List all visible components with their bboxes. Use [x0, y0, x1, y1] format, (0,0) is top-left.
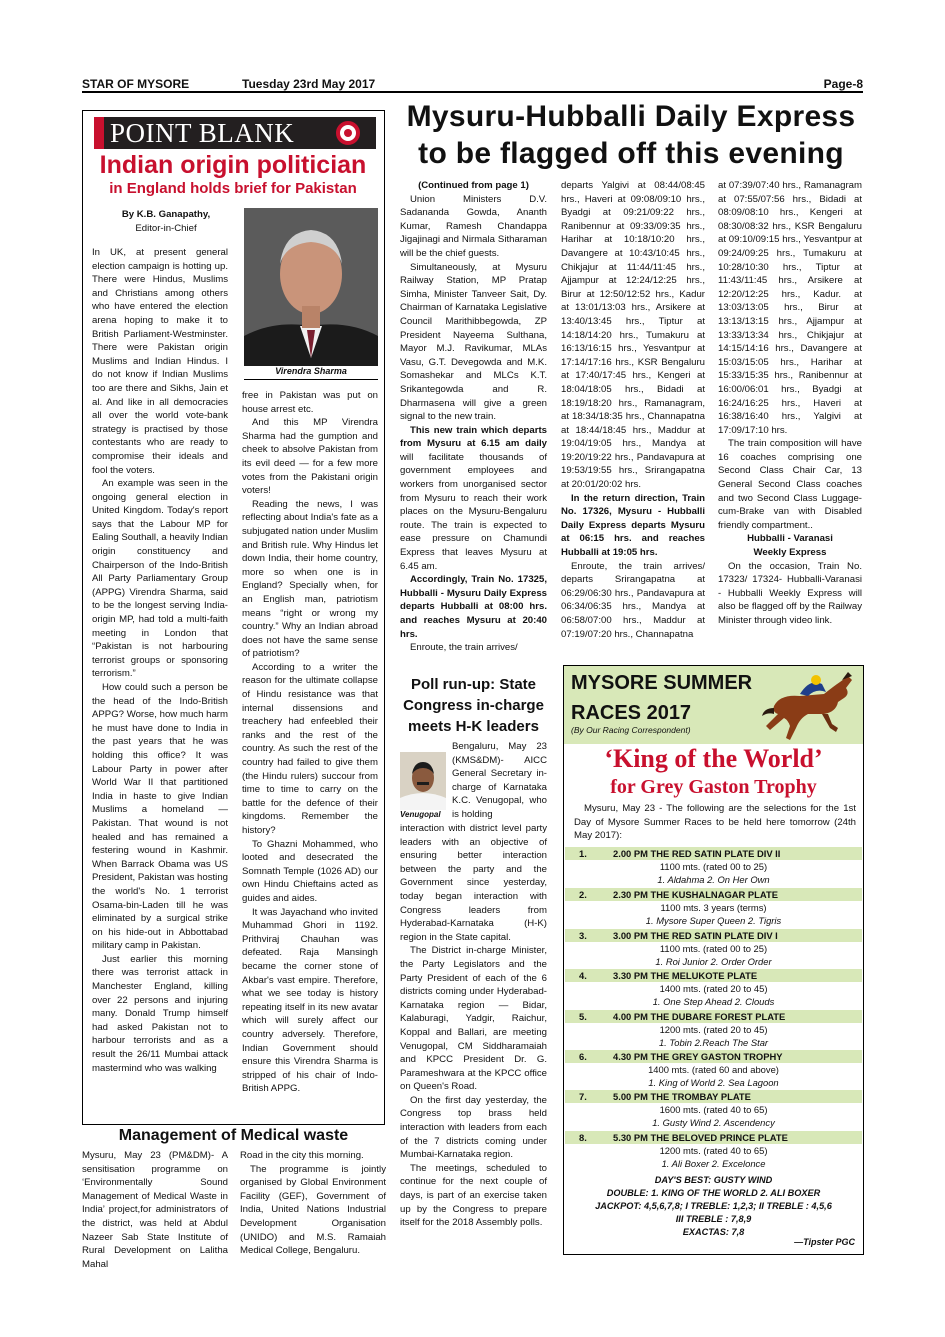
target-icon: [336, 121, 360, 145]
race-row: 8. 5.30 PM THE BELOVED PRINCE PLATE: [565, 1131, 862, 1144]
poll-body: [400, 822, 547, 1230]
continued-note: (Continued from page 1): [418, 180, 529, 191]
paragraph: The train composition will have 16 coaches comprising one Second Class Chair Car, 13 General Second Class coaches and two Second Class Luggage-cum-Brake van with Disabled friendly compartment..: [718, 438, 862, 531]
race-picks: 1. Aldahma 2. On Her Own: [657, 874, 770, 885]
express-col3: [718, 179, 862, 628]
racehorse-icon: [760, 668, 860, 742]
paragraph: Bengaluru, May 23 (KMS&DM)- AICC General Secretary in-charge of Karnataka K.C. Venugopal, who is holding: [452, 741, 547, 820]
races-intro: Mysuru, May 23 - The following are the selections for the 1st Day of Mysore Summer Races to be held here tomorrow (24th May 2017):: [574, 803, 856, 842]
venugopal-photo: [400, 752, 446, 810]
page-number: Page-8: [823, 77, 863, 91]
medical-waste-col2: [240, 1149, 386, 1258]
poll-headline: Poll run-up: State Congress in-charge meets H-K leaders: [403, 676, 544, 735]
poll-beside-photo: [452, 740, 547, 822]
express-col2: [561, 179, 705, 641]
paragraph: How could such a person be the head of the Indo-British APPG? Worse, how much harm he must have done to India in the past years that he was holding this office? It was Labour Party in power after World War II that partitioned India in haste to give Indian Muslims a homeland — Pakistan. That wound is not healed and has remained a festering wound in Kashmir. When Barrack Obama was US President, Pakistan was hosting the world's No. 1 terrorist Osama-bin-Laden till he was eliminated by a surgical strike on his hide-out in Abbottabad military camp in Pakistan.: [92, 682, 228, 952]
race-detail: 1400 mts. (rated 60 and above): [648, 1064, 779, 1075]
paragraph: interaction with district level party leaders with an objective of ensuring better interaction between the party and the Government since yesterday, today began interaction with Congress leaders from Hyderabad-Karnataka (H-K) region in the State capital.: [400, 823, 547, 943]
race-detail: 1200 mts. (rated 40 to 65): [659, 1145, 768, 1156]
paragraph: The District in-charge Minister, the Party Legislators and the Party President of each of the 6 districts coming under Hyderabad-Karnataka region — Bidar, Kalaburagi, Yadgir, Raichur, Koppal and Ballari, are meeting Venugopal, CM Siddharamaiah and KPCC President Dr. G. Parameshwara at the KPCC office on Queen's Road.: [400, 945, 547, 1093]
byline: By K.B. Ganapathy, Editor-in-Chief: [121, 209, 211, 234]
masthead: [82, 75, 863, 93]
race-picks: 1. Tobin 2.Reach The Star: [658, 1037, 769, 1048]
paragraph: Enroute, the train arrives/: [410, 642, 518, 654]
paper-name: STAR OF MYSORE: [82, 77, 190, 91]
race-picks: 1. Roi Junior 2. Order Order: [655, 956, 772, 967]
paragraph: According to a writer the reason for the ultimate collapse of Hindu resistance was that internal dissensions and treachery had enfeebled their ranks and the rest of the country. As such the rest of the country had failed to give them (the Hindu rulers) succour from time to time to carry on the battle for the defence of their kingdoms. Remember the history?: [242, 661, 378, 836]
race-detail: 1200 mts. (rated 20 to 45): [659, 1024, 768, 1035]
race-detail: 1100 mts. (rated 00 to 25): [659, 943, 768, 954]
races-headline: ‘King of the World’: [604, 744, 823, 773]
race-detail: 1100 mts. (rated 00 to 25): [659, 861, 768, 872]
subhead: Weekly Express: [753, 547, 827, 559]
race-detail: 1600 mts. (rated 40 to 65): [659, 1104, 768, 1115]
paragraph: In the return direction, Train No. 17326, Mysuru - Hubballi Daily Express departs Mysuru at 06:15 hrs. and reaches Hubballi at 19:05 hrs.: [561, 492, 705, 559]
race-row: 6. 4.30 PM THE GREY GASTON TROPHY: [565, 1050, 862, 1063]
tipster-signoff: —Tipster PGC: [794, 1237, 855, 1247]
paragraph: The meetings, scheduled to continue for the next couple of days, is part of an exercise taken up by the Congress to prepare itself for the 2018 Assembly polls.: [400, 1162, 547, 1229]
issue-date: Tuesday 23rd May 2017: [242, 77, 376, 91]
point-blank-col1: [92, 246, 228, 1075]
express-col1: [400, 179, 547, 655]
paragraph: In UK, at present general election campaign is hotting up. There were Hindus, Muslims and Christians among others who have entered the election arena hoping to make it to British Parliament-Westminster. There were Pakistan origin Muslims and Indian Hindus. I do not know if Indian Muslims too are there and Sikhs, Jain et al. And like in all democracies all over the world vote-bank strategy is practised by those contestants who are ready to compromise their ideals and fool the voters.: [92, 247, 228, 476]
paragraph: On the first day yesterday, the Congress top brass held interaction with leaders from each of the 7 districts coming under Mumbai-Karnataka region.: [400, 1094, 547, 1161]
race-detail: 1100 mts. 3 years (terms): [660, 902, 767, 913]
paragraph: Enroute, the train arrives/ departs Srirangapatna at 06:29/06:30 hrs., Pandavapura at 06:34/06:35 hrs., Mandya at 06:58/07:00 hrs., Maddur at 07:19/07:20 hrs., Channapatna: [561, 560, 705, 640]
paragraph: Mysuru, May 23 (PM&DM)- A sensitisation programme on ‘Environmentally Sound Management of Medical Waste in India’ project,for administrators of the district, was held at Abdul Nazeer Sab State Institute of Rural Development on Lalitha Mahal: [82, 1150, 228, 1270]
paragraph: departs Yalgivi at 08:44/08:45 hrs., Haveri at 09:08/09:10 hrs., Byadgi at 09:21/09:22 hrs., Ranibennur at 09:33/09:35 hrs., Harihar at 10:18/10:20 hrs., Davangere at 10:43/10:45 hrs., Chikjajur at 11:44/11:45 hrs., Ajjampur at 12:24/12:25 hrs., Birur at 12:50/12:52 hrs., Kadur at 13:01/13:03 hrs., Arsikere at 13:40/13:45 hrs., Tiptur at 14:18/14:20 hrs., Tumakuru at 16:13/16:15 hrs., Yesvantpur at 17:14/17:16 hrs., KSR Bengaluru at 17:40/17:45 hrs., Kengeri at 18:04/18:05 hrs., Bidadi at 18:19/18:20 hrs., Ramanagram, at 18:34/18:35 hrs., Channapatna at 18:44/18:45 hrs., Maddur at 19:04/19:05 hrs., Mandya at 19:20/19:22 hrs., Pandavapura at 19:53/19:55 hrs., Srirangapatna at 20:01/20:02 hrs.: [561, 180, 705, 491]
race-row: 5. 4.00 PM THE DUBARE FOREST PLATE: [565, 1010, 862, 1023]
paragraph: Union Ministers D.V. Sadananda Gowda, Ananth Kumar, Ramesh Chandappa Jigajinagi and Nirmala Sitharaman will be the chief guests.: [400, 193, 547, 259]
venugopal-caption: Venugopal: [400, 810, 441, 819]
paragraph: The programme is jointly organised by Global Environment Facility (GEF), Government of India, United Nations Industrial Development Organisation (UNIDO) and M.S. Ramaiah Medical College, Bengaluru.: [240, 1163, 386, 1257]
race-picks: 1. Gusty Wind 2. Ascendency: [652, 1117, 775, 1128]
race-picks: 1. Ali Boxer 2. Excelonce: [661, 1158, 766, 1169]
race-row: 3. 3.00 PM THE RED SATIN PLATE DIV I: [565, 929, 862, 942]
portrait-caption: Virendra Sharma: [244, 366, 378, 380]
paragraph: at 07:39/07:40 hrs., Ramanagram at 07:55/07:56 hrs., Bidadi at 08:09/08:10 hrs., Kengeri at 08:30/08:32 hrs., KSR Bengaluru at 09:10/09:15 hrs., Yesvantpur at 09:24/09:25 hrs., Tumakuru at 10:28/10:30 hrs., Tiptur at 11:43/11:45 hrs., Arsikere at 12:20/12:25 hrs., Kadur. at 13:03/13:05 hrs., Birur at 13:13/13:15 hrs., Ajjampur at 13:33/13:34 hrs., Chikjajur at 14:15/14:16 hrs., Davangere at 15:03/15:05 hrs., Harihar at 15:33/15:35 hrs., Ranibennur at 16:00/06:01 hrs., Byadgi at 16:24/16:25 hrs., Haveri at 16:38/16:40 hrs., Yalgivi at 17:09/17:10 hrs.: [718, 180, 862, 436]
paragraph: An example was seen in the ongoing general election in United Kingdom. Today's report says that the Labour MP for Ealing Southall, a heavily Indian origin constituency and Chairperson of the Indo-British All Party Parliamentary Group (APPG) Virendra Sharma, said to be the longest serving India-origin MP, had told a multi-faith meeting in London that “Pakistan is not harbouring terrorist groups or sponsoring terrorism.”: [92, 478, 229, 680]
race-row: 2. 2.30 PM THE KUSHALNAGAR PLATE: [565, 888, 862, 901]
paragraph: And this MP Virendra Sharma had the gumption and cheek to absolve Pakistan from its evil deed — for a few more votes from the Pakistani origin voters!: [242, 417, 378, 497]
race-row: 1. 2.00 PM THE RED SATIN PLATE DIV II: [565, 847, 862, 860]
race-detail: 1400 mts. (rated 20 to 45): [659, 983, 768, 994]
medical-waste-headline: Management of Medical waste: [118, 1127, 349, 1144]
races-correspondent: (By Our Racing Correspondent): [571, 725, 691, 735]
paragraph: On the occasion, Train No. 17323/ 17324- Hubballi-Varanasi - Hubballi Weekly Express will also be flagged off by the Railway Minister through video link.: [718, 560, 862, 626]
race-row: 4. 3.30 PM THE MELUKOTE PLATE: [565, 969, 862, 982]
paragraph: Simultaneously, at Mysuru Railway Station, MP Pratap Simha, Minister Tanveer Sait, Dy. Chairman of Karnataka Legislative Council Marithibbegowda, ZP President Nayeema Sulthana, Mayor M.J. Ravikumar, MLAs Vasu, G.T. Devegowda and M.K. Somashekar and MLCs K.T. Srikantegowda and R. Dharmasena will give a green signal to the new train.: [400, 261, 547, 423]
races-subhead: for Grey Gaston Trophy: [610, 776, 817, 798]
express-headline: Mysuru-Hubballi Daily Express to be flagged off this evening: [406, 100, 856, 170]
paragraph: free in Pakistan was put on house arrest etc.: [242, 390, 378, 415]
paragraph: Accordingly, Train No. 17325, Hubballi - Mysuru Daily Express departs Hubballi at 08:00 hrs. and reaches Mysuru at 20:40 hrs.: [400, 574, 547, 640]
paragraph: It was Jayachand who invited Muhammad Ghori in 1192. Prithviraj Chauhan was defeated. Raja Mansingh became the corner stone of Akbar's vast empire. Therefore, what we see today is history repeating itself in its new avatar which will surely affect our country adversely. Therefore, Indian Government should ensure this Virendra Sharma is stripped of his chair of Indo-British APPG.: [242, 906, 378, 1095]
paragraph: Reading the news, I was reflecting about India's fate as a subjugated nation under Muslim and British rule. Why Hindus let down India, their home country, more so when one is in England? Specially when, for an English man, patriotism means “right or wrong my country.” Why an Indian abroad does not have the same sense of patriotism?: [242, 498, 378, 660]
point-blank-col2: [242, 389, 378, 1096]
paragraph: This new train which departs from Mysuru at 6.15 am daily will facilitate thousands of government employees and workers from unorganised sector from Mysuru to reach their work places on the Mysuru-Bengaluru route. The train is expected to ease pressure on Chamundi Express that leaves Mysuru at 6.45 am.: [400, 424, 547, 572]
portrait-photo: [244, 208, 378, 366]
medical-waste-col1: [82, 1149, 228, 1271]
race-picks: 1. King of World 2. Sea Lagoon: [648, 1077, 779, 1088]
race-picks: 1. One Step Ahead 2. Clouds: [652, 996, 775, 1007]
tag-accent-bar: [94, 117, 104, 149]
race-picks: 1. Mysore Super Queen 2. Tigris: [645, 915, 782, 926]
paragraph: To Ghazni Mohammed, who looted and desecrated the Somnath Temple (1026 AD) our own Hindu Chieftains acted as guides and aides.: [242, 838, 378, 904]
paragraph: Just earlier this morning there was terrorist attack in Manchester England, killing over 22 persons and injuring many. Donald Trump himself had asked Pakistan not to harbour terrorists and as a result the 26/11 Mumbai attack mastermind who was walking: [92, 953, 228, 1074]
point-blank-subhead: in England holds brief for Pakistan: [109, 180, 357, 197]
paragraph: Road in the city this morning.: [240, 1150, 364, 1161]
days-best: DAY'S BEST: GUSTY WIND DOUBLE: 1. KING OF THE WORLD 2. ALI BOXER JACKPOT: 4,5,6,7,8; I TREBLE: 1,2,3; II TREBLE : 4,5,6 III TREBLE : 7,8,9 EXACTAS: 7,8: [595, 1175, 832, 1237]
race-row: 7. 5.00 PM THE TROMBAY PLATE: [565, 1090, 862, 1103]
races-title: MYSORE SUMMER RACES 2017: [571, 672, 753, 724]
subhead: Hubballi - Varanasi: [747, 533, 833, 545]
point-blank-tag: POINT BLANK: [94, 117, 376, 149]
point-blank-headline: Indian origin politician: [99, 151, 367, 179]
